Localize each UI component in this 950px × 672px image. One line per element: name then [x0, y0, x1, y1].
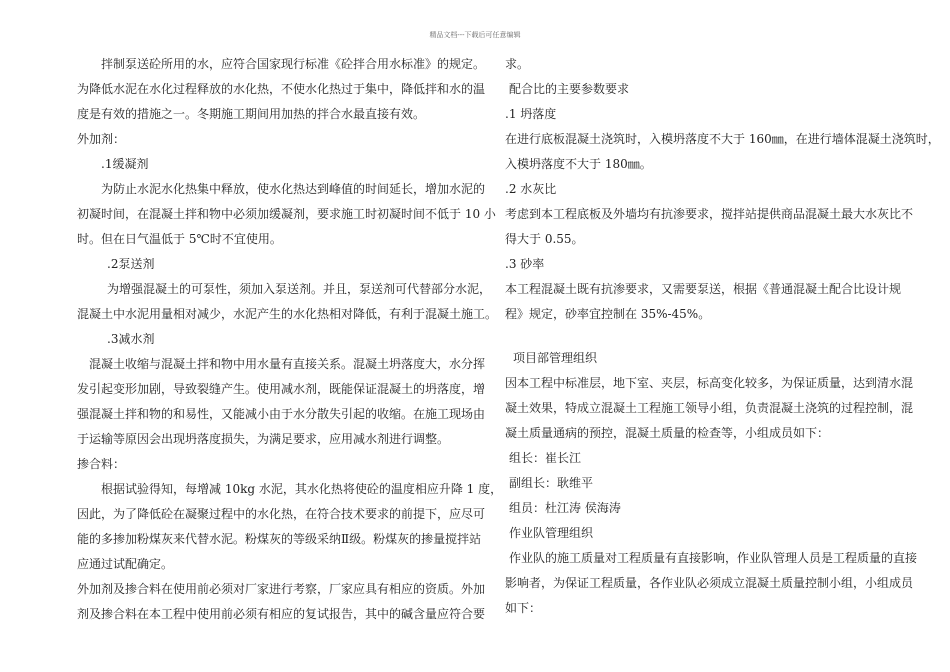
paragraph-line: 考虑到本工程底板及外墙均有抗渗要求，搅拌站提供商品混凝土最大水灰比不 — [505, 207, 914, 221]
paragraph-line: 初凝时间，在混凝土拌和物中必须加缓凝剂，要求施工时初凝时间不低于 10 小 — [77, 207, 496, 221]
paragraph-line: 拌制泵送砼所用的水，应符合国家现行标准《砼拌合用水标准》的规定。 — [101, 57, 486, 71]
paragraph-line: 得大于 0.55。 — [505, 232, 584, 246]
subsection-heading: .3减水剂 — [107, 332, 155, 346]
paragraph-line: 发引起变形加剧，导致裂缝产生。使用减水剂，既能保证混凝土的坍落度，增 — [77, 382, 486, 396]
section-heading: 外加剂： — [77, 132, 126, 146]
subsection-heading: .1 坍落度 — [505, 107, 557, 121]
paragraph-line: 求。 — [505, 57, 530, 71]
team-member-line: 副组长：耿维平 — [509, 476, 594, 490]
subsection-heading: .1缓凝剂 — [101, 157, 149, 171]
paragraph-line: 如下： — [505, 601, 542, 615]
right-column — [505, 52, 940, 621]
paragraph-line: 时。但在日气温低于 5℃时不宜使用。 — [77, 232, 282, 246]
paragraph-line: 能的多掺加粉煤灰来代替水泥。粉煤灰的等级采纳Ⅱ级。粉煤灰的掺量搅拌站 — [77, 532, 482, 546]
paragraph-line: 本工程混凝土既有抗渗要求，又需要泵送，根据《普通混凝土配合比设计规 — [505, 282, 902, 296]
section-heading: 作业队管理组织 — [509, 526, 594, 540]
paragraph-line: 度是有效的措施之一。冬期施工期间用加热的拌合水最直接有效。 — [77, 107, 426, 121]
paragraph-line: 程》规定，砂率宜控制在 35%-45%。 — [505, 307, 711, 321]
subsection-heading: .2 水灰比 — [505, 182, 557, 196]
section-heading: 项目部管理组织 — [513, 351, 598, 365]
team-member-line: 组长：崔长江 — [509, 451, 582, 465]
paragraph-spacer — [505, 327, 900, 346]
section-heading: 配合比的主要参数要求 — [509, 82, 630, 96]
paragraph-line: 作业队的施工质量对工程质量有直接影响，作业队管理人员是工程质量的直接 — [509, 551, 918, 565]
paragraph-line: 强混凝土拌和物的和易性，又能减小由于水分散失引起的收缩。在施工现场由 — [77, 407, 486, 421]
paragraph-line: 应通过试配确定。 — [77, 557, 174, 571]
section-heading: 掺合料： — [77, 457, 126, 471]
subsection-heading: .2泵送剂 — [107, 257, 155, 271]
team-member-line: 组员：杜江涛 侯海涛 — [509, 501, 621, 515]
paragraph-line: 为降低水泥在水化过程释放的水化热，不使水化热过于集中，降低拌和水的温 — [77, 82, 486, 96]
paragraph-line: 外加剂及掺合料在使用前必须对厂家进行考察，厂家应具有相应的资质。外加 — [77, 582, 486, 596]
paragraph-line: 剂及掺合料在本工程中使用前必须有相应的复试报告，其中的碱含量应符合要 — [77, 607, 486, 621]
paragraph-line: 混凝土中水泥用量相对减少，水泥产生的水化热相对降低，有利于混凝土施工。 — [77, 307, 498, 321]
paragraph-line: 影响者，为保证工程质量，各作业队必须成立混凝土质量控制小组，小组成员 — [505, 576, 914, 590]
paragraph-line: 凝土质量通病的预控，混凝土质量的检查等，小组成员如下： — [505, 426, 830, 440]
paragraph-line: 根据试验得知，每增减 10kg 水泥，其水化热将使砼的温度相应升降 1 度， — [101, 482, 503, 496]
paragraph-line: 为增强混凝土的可泵性，须加入泵送剂。并且，泵送剂可代替部分水泥， — [107, 282, 492, 296]
paragraph-line: 入模坍落度不大于 180㎜。 — [505, 157, 652, 171]
left-column — [77, 52, 503, 627]
page-header: 精品文档---下载后可任意编辑 — [429, 31, 521, 39]
paragraph-line: 因本工程中标准层，地下室、夹层，标高变化较多，为保证质量，达到清水混 — [505, 376, 914, 390]
subsection-heading: .3 砂率 — [505, 257, 545, 271]
paragraph-line: 在进行底板混凝土浇筑时，入模坍落度不大于 160㎜，在进行墙体混凝土浇筑时， — [505, 132, 940, 146]
paragraph-line: 因此，为了降低砼在凝聚过程中的水化热，在符合技术要求的前提下，应尽可 — [77, 507, 486, 521]
paragraph-line: 为防止水泥水化热集中释放，使水化热达到峰值的时间延长，增加水泥的 — [101, 182, 486, 196]
paragraph-line: 混凝土收缩与混凝土拌和物中用水量有直接关系。混凝土坍落度大，水分挥 — [89, 357, 486, 371]
paragraph-line: 于运输等原因会出现坍落度损失，为满足要求，应用减水剂进行调整。 — [77, 432, 450, 446]
paragraph-line: 凝土效果，特成立混凝土工程施工领导小组，负责混凝土浇筑的过程控制，混 — [505, 401, 914, 415]
